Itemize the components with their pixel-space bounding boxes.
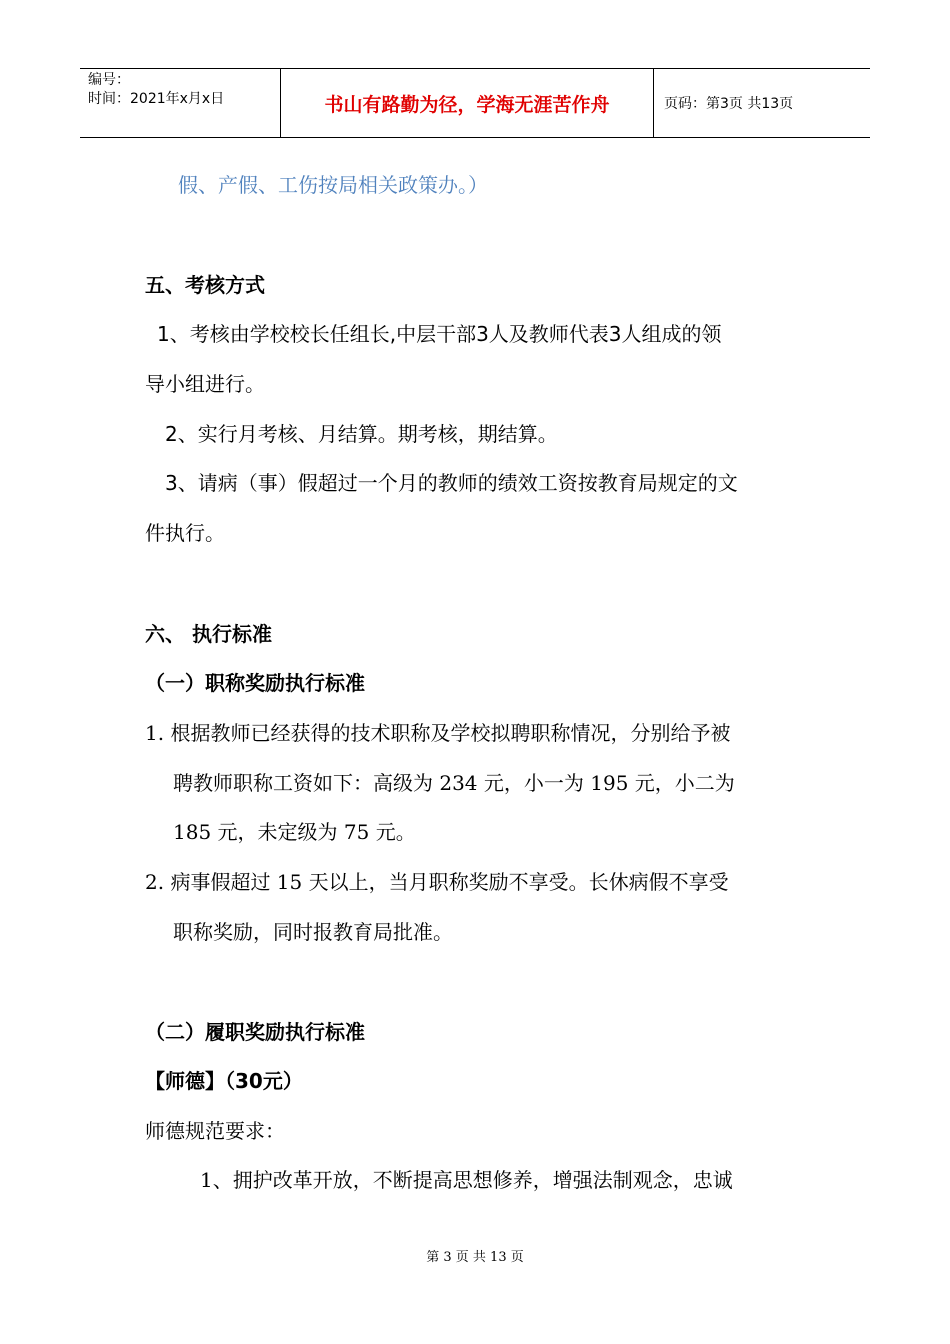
section-six-para-1-line-3: 185 元，未定级为 75 元。	[173, 820, 416, 844]
shide-title: 【师德】（30元）	[145, 1069, 303, 1093]
section-five-item-3-line-1: 3、请病（事）假超过一个月的教师的绩效工资按教育局规定的文	[165, 471, 738, 495]
header-time-label: 时间：2021年x月x日	[88, 91, 225, 107]
header-motto: 书山有路勤为径，学海无涯苦作舟	[281, 69, 654, 137]
section-six-subtitle-1: （一）职称奖励执行标准	[145, 671, 365, 695]
page-header	[80, 68, 870, 138]
section-six-para-2-line-1: 2. 病事假超过 15 天以上，当月职称奖励不享受。长休病假不享受	[145, 870, 729, 894]
shide-item-1: 1、拥护改革开放，不断提高思想修养，增强法制观念，忠诚	[200, 1168, 733, 1192]
section-five-item-1-line-2: 导小组进行。	[145, 372, 265, 396]
section-six-para-2-line-2: 职称奖励，同时报教育局批准。	[173, 920, 453, 944]
page-footer: 第 3 页 共 13 页	[426, 1250, 524, 1265]
section-six-para-1-line-2: 聘教师职称工资如下：高级为 234 元，小一为 195 元，小二为	[173, 771, 735, 795]
header-meta	[80, 69, 281, 137]
section-six-para-1-line-1: 1. 根据教师已经获得的技术职称及学校拟聘职称情况，分别给予被	[145, 721, 731, 745]
section-six-subtitle-2: （二）履职奖励执行标准	[145, 1020, 365, 1044]
section-five-item-2: 2、实行月考核、月结算。期考核，期结算。	[165, 422, 558, 446]
header-number-label: 编号：	[88, 72, 130, 88]
section-five-title: 五、考核方式	[145, 273, 265, 297]
header-page-info: 页码：第3页 共13页	[664, 96, 794, 112]
section-five-item-3-line-2: 件执行。	[145, 521, 225, 545]
shide-requirements-label: 师德规范要求：	[145, 1119, 285, 1143]
section-six-title: 六、 执行标准	[145, 622, 272, 646]
continued-text-line: 假、产假、工伤按局相关政策办。）	[178, 173, 488, 197]
section-five-item-1-line-1: 1、考核由学校校长任组长,中层干部3人及教师代表3人组成的领	[157, 322, 722, 346]
